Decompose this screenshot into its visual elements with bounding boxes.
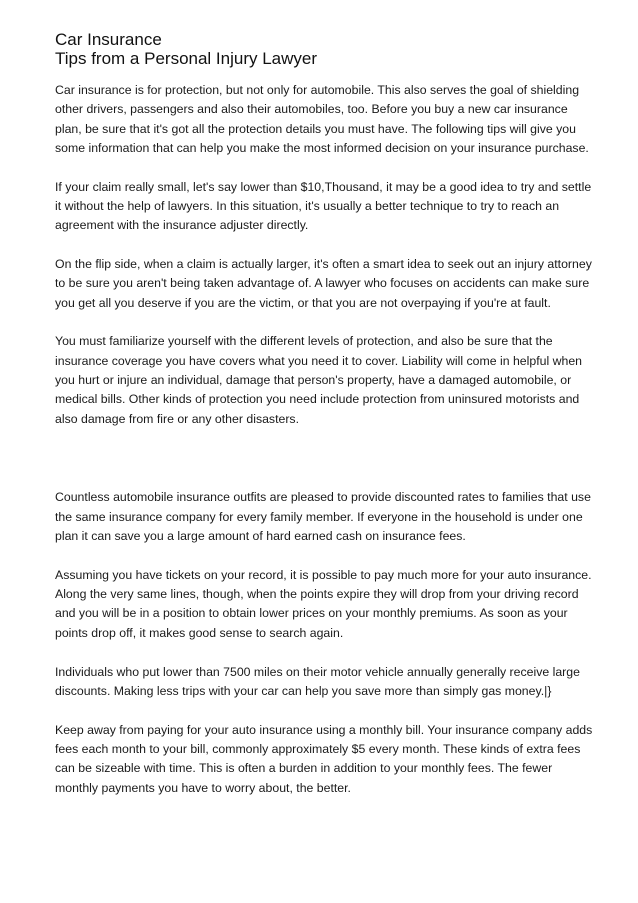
paragraph-family-discount: Countless automobile insurance outfits are pleased to provide discounted rates to families that use the same insurance company for every family member. If everyone in the household is under one plan it can save you a large amount of hard earned cash on insurance fees. bbox=[55, 490, 591, 544]
paragraph-protection-levels: You must familiarize yourself with the different levels of protection, and also be sure that the insurance coverage you have covers what you need it to cover. Liability will come in helpful when you hurt or injure an individual, damage that person's property, have a damaged automobile, or medical bills. Other kinds of protection you need include protection from uninsured motorists and also damage from fire or any other disasters. bbox=[55, 334, 583, 426]
document-page bbox=[55, 30, 595, 817]
paragraph-tickets: Assuming you have tickets on your record, it is possible to pay much more for your auto insurance. Along the very same lines, though, when the points expire they will drop from your driving record and you will be in a position to obtain lower prices on your monthly premiums. As soon as your points drop off, it makes good sense to search again. bbox=[55, 567, 592, 640]
document-subtitle: Tips from a Personal Injury Lawyer bbox=[55, 49, 318, 68]
paragraph-intro: Car insurance is for protection, but not only for automobile. This also serves the goal of shielding other drivers, passengers and also their automobiles, too. Before you buy a new car insurance plan, be sure that it's got all the protection details you must have. The following tips will give you some information that can help you make the most informed decision on your insurance purchase. bbox=[55, 83, 589, 155]
paragraph-monthly-bill: Keep away from paying for your auto insurance using a monthly bill. Your insurance company adds fees each month to your bill, commonly approximately $5 every month. These kinds of extra fees can be sizeable with time. This is often a burden in addition to your monthly fees. The fewer monthly payments you have to worry about, the better. bbox=[55, 722, 593, 795]
paragraph-large-claim: On the flip side, when a claim is actually larger, it's often a smart idea to seek out an injury attorney to be sure you aren't being taken advantage of. A lawyer who focuses on accidents can make sure you get all you deserve if you are the victim, or that you are not overpaying if you're at fault. bbox=[55, 257, 592, 310]
document-title: Car Insurance bbox=[55, 30, 162, 49]
paragraph-mileage: Individuals who put lower than 7500 miles on their motor vehicle annually generally receive large discounts. Making less trips with your car can help you save more than simply gas money.|} bbox=[55, 664, 580, 698]
section-gap bbox=[55, 448, 595, 488]
paragraph-small-claim: If your claim really small, let's say lower than $10,Thousand, it may be a good idea to try and settle it without the help of lawyers. In this situation, it's usually a better technique to try to reach an agreement with the insurance adjuster directly. bbox=[55, 179, 592, 233]
